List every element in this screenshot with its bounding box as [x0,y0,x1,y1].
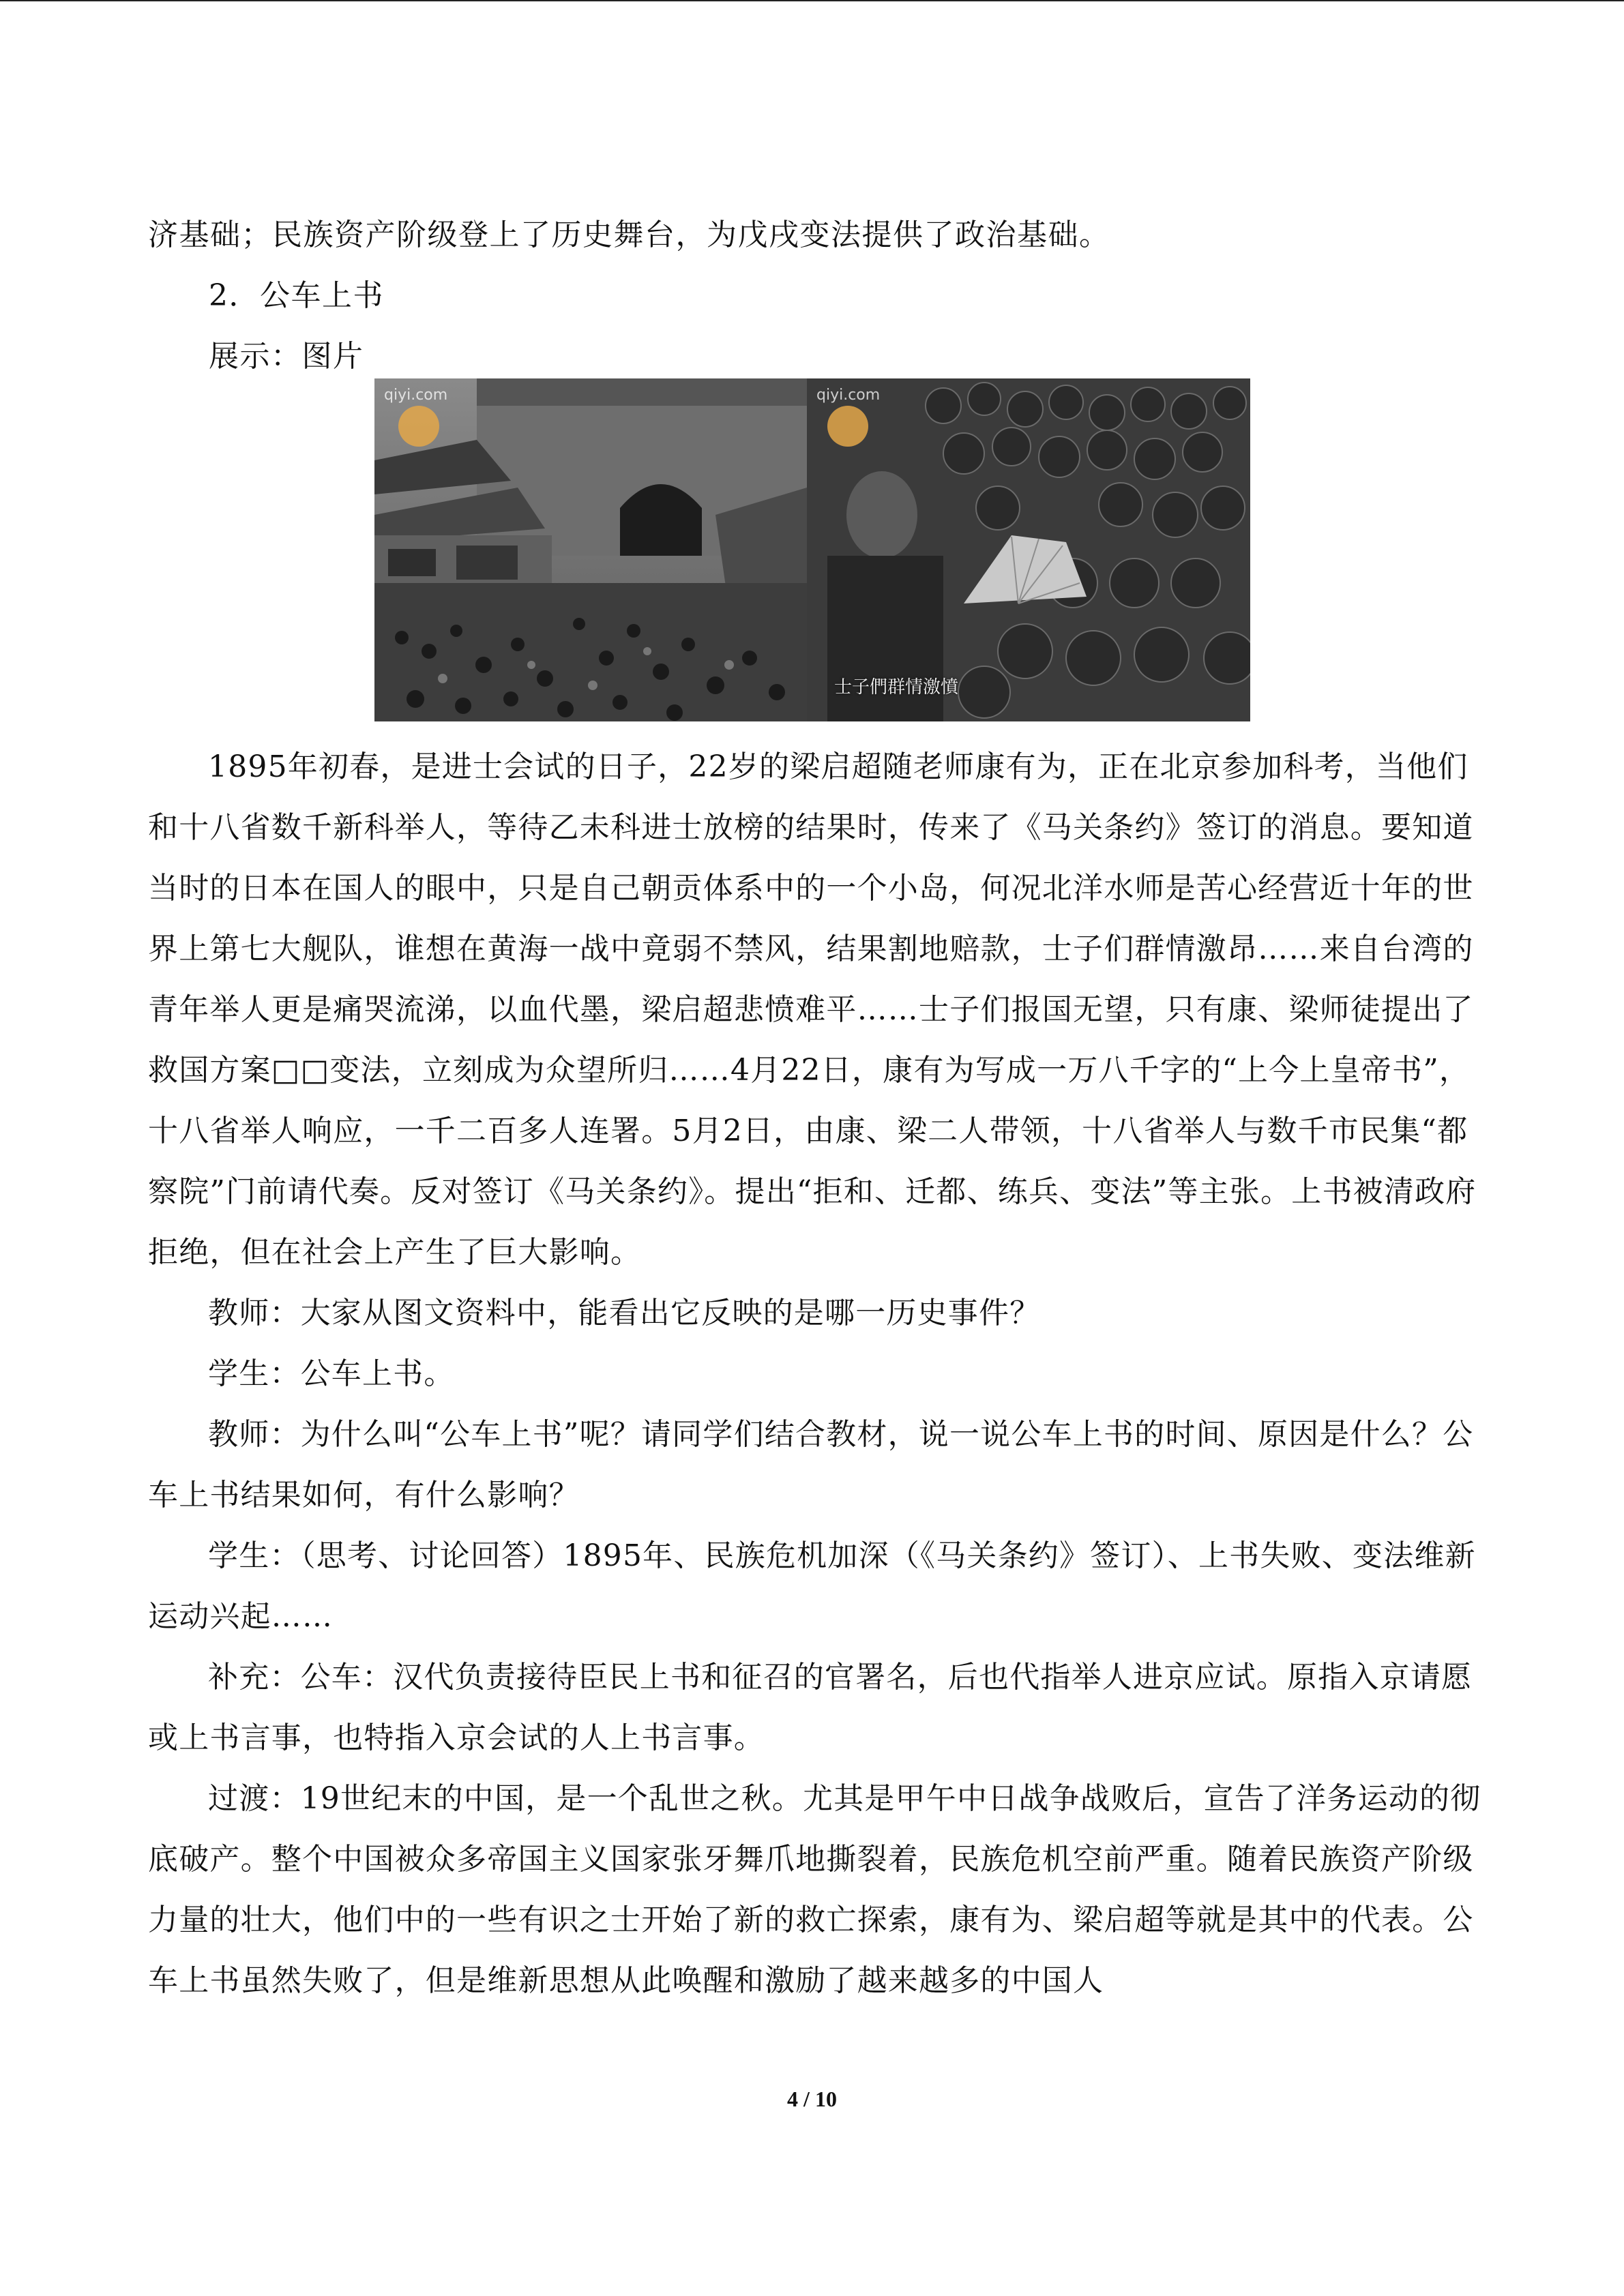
page-number: 4 / 10 [787,2087,837,2111]
paragraph-5: 学生：（思考、讨论回答）1895年、民族危机加深（《马关条约》签订）、上书失败、变法维新运动兴起…… [148,1538,1476,1634]
historical-photos [374,378,1250,721]
show-label: 展示：图片 [209,339,364,374]
left-watermark: qiyi.com [384,387,448,404]
page-top-border [0,0,1624,1]
city-gate-photo [374,378,807,721]
photo-caption: 士子們群情激憤 [834,677,959,698]
right-watermark: qiyi.com [816,387,881,404]
crowd-photo [807,378,1250,721]
paragraph-7: 过渡：19世纪末的中国，是一个乱世之秋。尤其是甲午中日战争战败后，宣告了洋务运动的彻底破产。整个中国被众多帝国主义国家张牙舞爪地撕裂着，民族危机空前严重。随着民族资产阶级力量的壮大，他们中的一些有识之士开始了新的救亡探索，康有为、梁启超等就是其中的代表。公车上书虽然失败了，但是维新思想从此唤醒和激励了越来越多的中国人 [148,1781,1481,1998]
body-text [148,736,1485,2011]
paragraph-6: 补充：公车：汉代负责接待臣民上书和征召的官署名，后也代指举人进京应试。原指入京请愿或上书言事，也特指入京会试的人上书言事。 [148,1660,1473,1755]
section-heading: 2．公车上书 [209,278,384,313]
paragraph-1: 1895年初春，是进士会试的日子，22岁的梁启超随老师康有为，正在北京参加科考，当他们和十八省数千新科举人，等待乙未科进士放榜的结果时，传来了《马关条约》签订的消息。要知道当时的日本在国人的眼中，只是自己朝贡体系中的一个小岛，何况北洋水师是苦心经营近十年的世界上第七大舰队，谁想在黄海一战中竟弱不禁风，结果割地赔款，士子们群情激昂……来自台湾的青年举人更是痛哭流涕，以血代墨，梁启超悲愤难平……士子们报国无望，只有康、梁师徒提出了救国方案□□变法，立刻成为众望所归……4月22日，康有为写成一万八千字的“上今上皇帝书”，十八省举人响应，一千二百多人连署。5月2日，由康、梁二人带领，十八省举人与数千市民集“都察院”门前请代奏。反对签订《马关条约》。提出“拒和、迁都、练兵、变法”等主张。上书被清政府拒绝，但在社会上产生了巨大影响。 [148,749,1477,1270]
text-line-1: 济基础；民族资产阶级登上了历史舞台，为戊戌变法提供了政治基础。 [148,218,1110,252]
paragraph-4: 教师：为什么叫“公车上书”呢？请同学们结合教材，说一说公车上书的时间、原因是什么？公车上书结果如何，有什么影响？ [148,1417,1474,1512]
paragraph-3: 学生：公车上书。 [208,1356,455,1391]
paragraph-2: 教师：大家从图文资料中，能看出它反映的是哪一历史事件？ [208,1296,1041,1330]
